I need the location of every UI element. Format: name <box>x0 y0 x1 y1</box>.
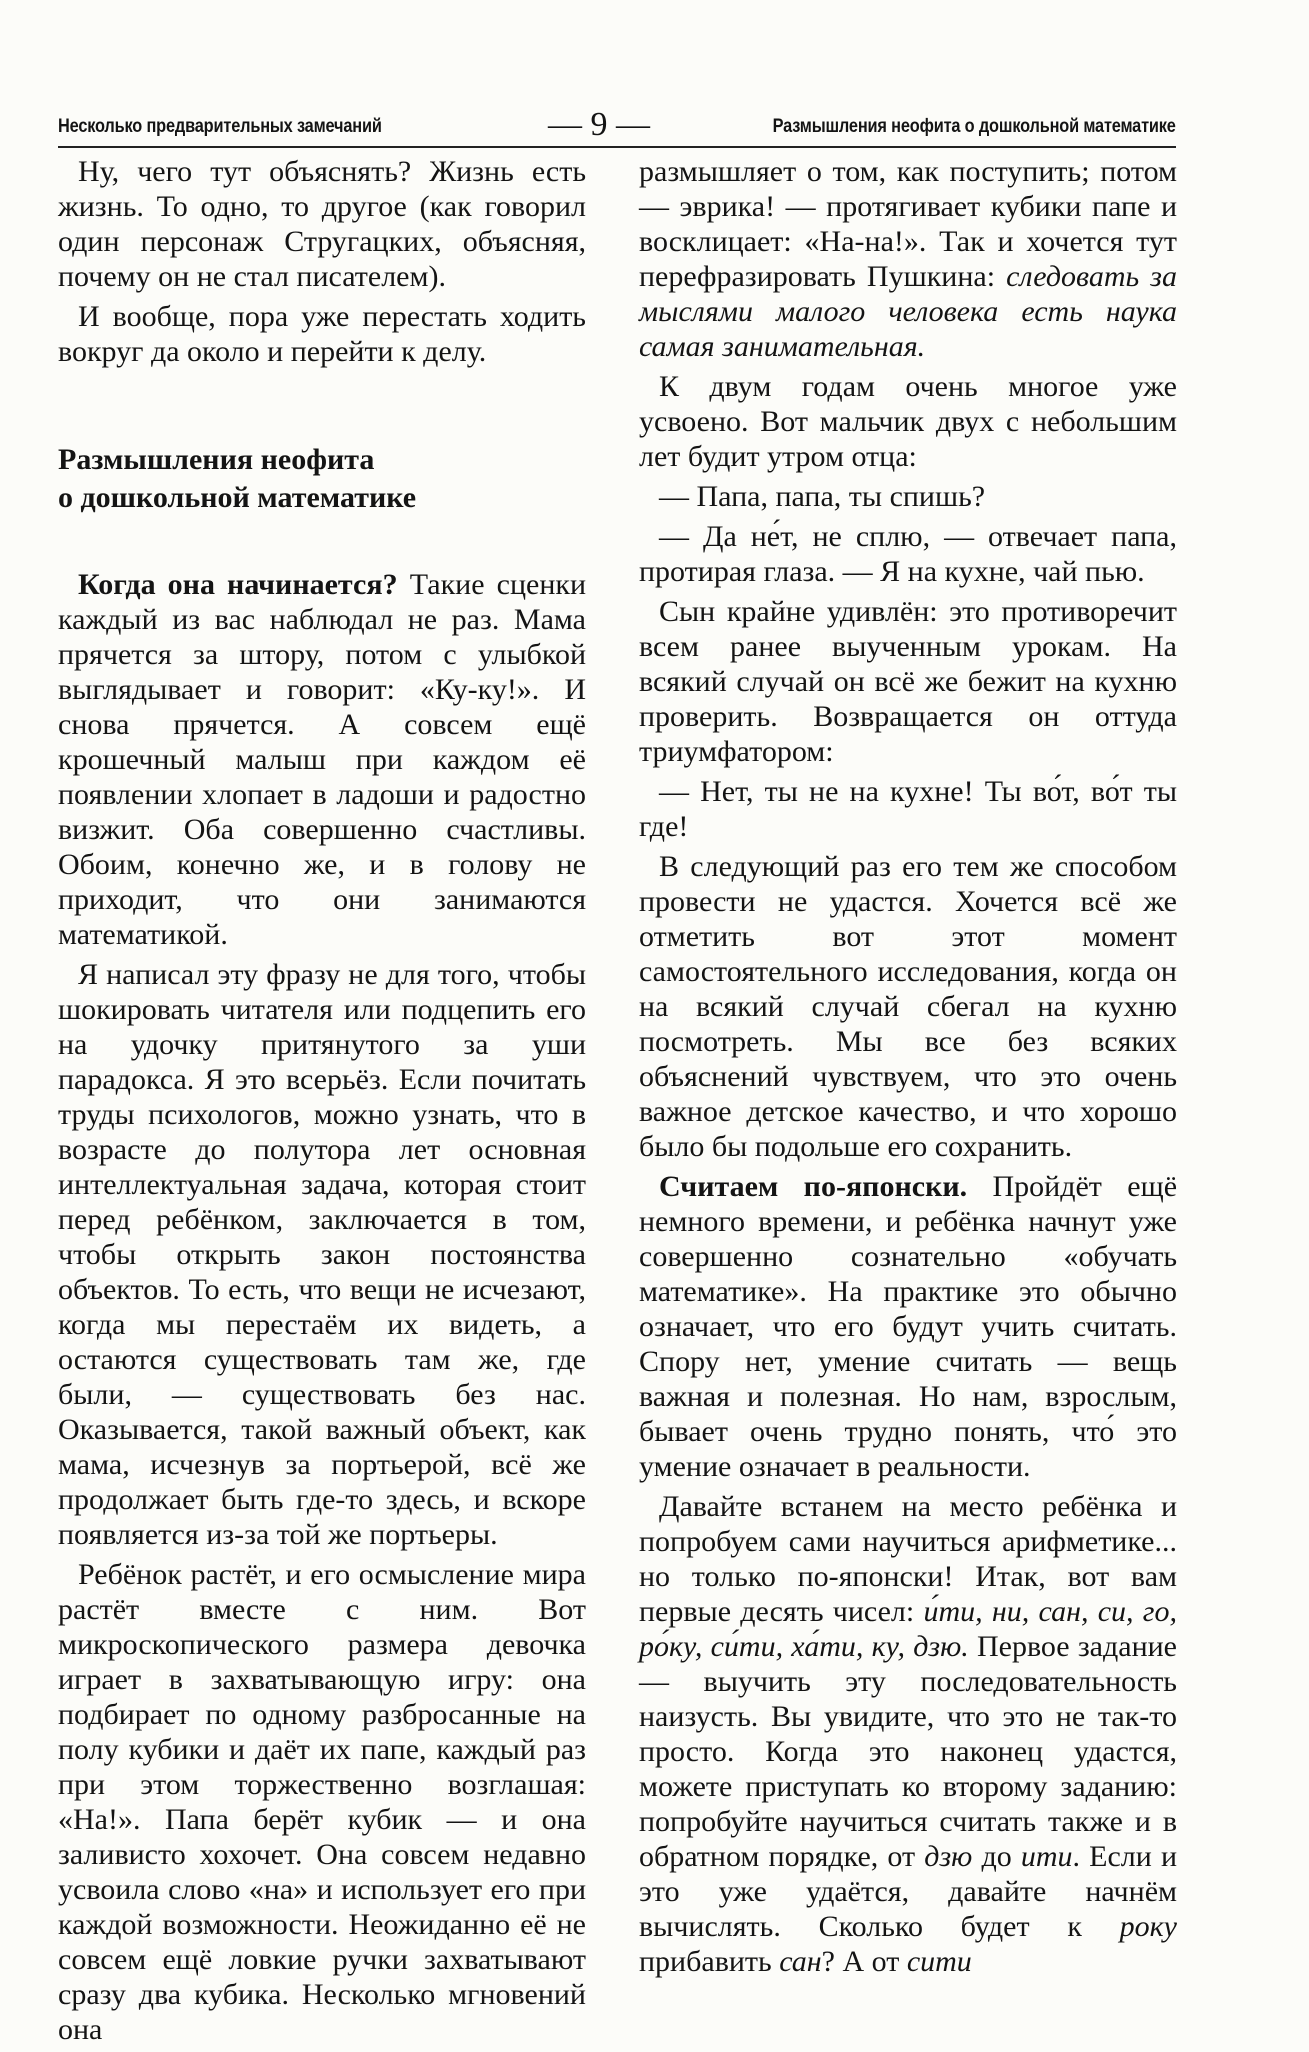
header-right-title: Размышления неофита о дошкольной математике <box>772 116 1176 137</box>
paragraph: Ребёнок растёт, и его осмысление мира растёт вместе с ним. Вот микроскопического размера девочка играет в захватывающую игру: она подбирает по одному разбросанные на полу кубики и даёт их папе, каждый раз при этом торжественно возглашая: «На!». Папа берёт кубик — и она заливисто хохочет. Она совсем недавно усвоила слово «на» и использует его при каждой возможности. Неожиданно её не совсем ещё ловкие ручки захватывают сразу два кубика. Несколько мгновений она <box>58 1558 586 2046</box>
italic-term: дзю <box>924 1840 973 1873</box>
run-in-heading: Считаем по-японски. <box>659 1170 968 1203</box>
section-heading-line: Размышления неофита <box>58 443 375 476</box>
paragraph: К двум годам очень многое уже усвоено. Вот мальчик двух с небольшим лет будит утром отца: <box>639 370 1177 473</box>
section-heading <box>58 441 586 517</box>
header-rule <box>58 146 1176 148</box>
italic-term: ити <box>1020 1840 1073 1873</box>
left-column <box>58 154 586 2052</box>
dialogue-line: — Да не́т, не сплю, — отвечает папа, протирая глаза. — Я на кухне, чай пью. <box>639 520 1177 588</box>
paragraph: Давайте встанем на место ребёнка и попробуем сами научиться арифметике... но только по-японски! Итак, вот вам первые десять чисел: и́ти, ни, сан, си, го, ро́ку, си́ти, ха́ти, ку, дзю. Первое задание — выучить эту последовательность наизусть. Вы увидите, что это не так-то просто. Когда это наконец удастся, можете приступать ко второму заданию: попробуйте научиться считать также и в обратном порядке, от дзю до ити. Если и это уже удаётся, давайте начнём вычислять. Сколько будет к року прибавить сан? А от сити <box>639 1490 1177 1978</box>
paragraph: Сын крайне удивлён: это противоречит всем ранее выученным урокам. На всякий случай он всё же бежит на кухню проверить. Возвращается он оттуда триумфатором: <box>639 595 1177 768</box>
dialogue-line: — Нет, ты не на кухне! Ты во́т, во́т ты где! <box>639 775 1177 843</box>
paragraph: размышляет о том, как поступить; потом — эврика! — протягивает кубики папе и восклицает: «На-на!». Так и хочется тут перефразировать Пушкина: следовать за мыслями малого человека есть наука самая занимательная. <box>639 155 1177 363</box>
paragraph: Я написал эту фразу не для того, чтобы шокировать читателя или подцепить его на удочку притянутого за уши парадокса. Я это всерьёз. Если почитать труды психологов, можно узнать, что в возрасте до полутора лет основная интеллектуальная задача, которая стоит перед ребёнком, заключается в том, чтобы открыть закон постоянства объектов. То есть, что вещи не исчезают, когда мы перестаём их видеть, а остаются существовать там же, где были, — существовать без нас. Оказывается, такой важный объект, как мама, исчезнув за портьерой, всё же продолжает быть где-то здесь, и вскоре появляется из-за той же портьеры. <box>58 958 586 1551</box>
italic-term: року <box>1119 1910 1177 1943</box>
run-in-heading: Когда она начинается? <box>78 568 398 601</box>
italic-term: и́ти, ни, сан, си, го, ро́ку, си́ти, ха́ти, ку, дзю. <box>639 1595 1177 1663</box>
running-header <box>58 108 1176 148</box>
italic-term: сити <box>906 1945 972 1978</box>
page-number: — 9 — <box>548 106 650 143</box>
header-left-title: Несколько предварительных замечаний <box>58 116 382 137</box>
dialogue-line: — Папа, папа, ты спишь? <box>659 480 986 513</box>
paragraph: Ну, чего тут объяснять? Жизнь есть жизнь. То одно, то другое (как говорил один персонаж Стругацких, объясняя, почему он не стал писателем). <box>58 155 586 293</box>
paragraph: Когда она начинается? Такие сценки каждый из вас наблюдал не раз. Мама прячется за штору, потом с улыбкой выглядывает и говорит: «Ку-ку!». И снова прячется. А совсем ещё крошечный малыш при каждом её появлении хлопает в ладоши и радостно визжит. Оба совершенно счастливы. Обоим, конечно же, и в голову не приходит, что они занимаются математикой. <box>58 568 586 951</box>
paragraph: И вообще, пора уже перестать ходить вокруг да около и перейти к делу. <box>58 300 586 368</box>
italic-term: сан <box>779 1945 822 1978</box>
section-heading-line: о дошкольной математике <box>58 481 417 514</box>
paragraph: Считаем по-японски. Пройдёт ещё немного времени, и ребёнка начнут уже совершенно сознательно «обучать математике». На практике это обычно означает, что его будут учить считать. Спору нет, умение считать — вещь важная и полезная. Но нам, взрослым, бывает очень трудно понять, что́ это умение означает в реальности. <box>639 1170 1178 1483</box>
right-column <box>639 154 1177 1984</box>
paragraph: В следующий раз его тем же способом провести не удастся. Хочется всё же отметить вот этот момент самостоятельного исследования, когда он на всякий случай сбегал на кухню посмотреть. Мы все без всяких объяснений чувствуем, что это очень важное детское качество, и что хорошо было бы подольше его сохранить. <box>639 850 1177 1163</box>
italic-quote: следовать за мыслями малого человека есть наука самая занимательная. <box>639 260 1177 363</box>
